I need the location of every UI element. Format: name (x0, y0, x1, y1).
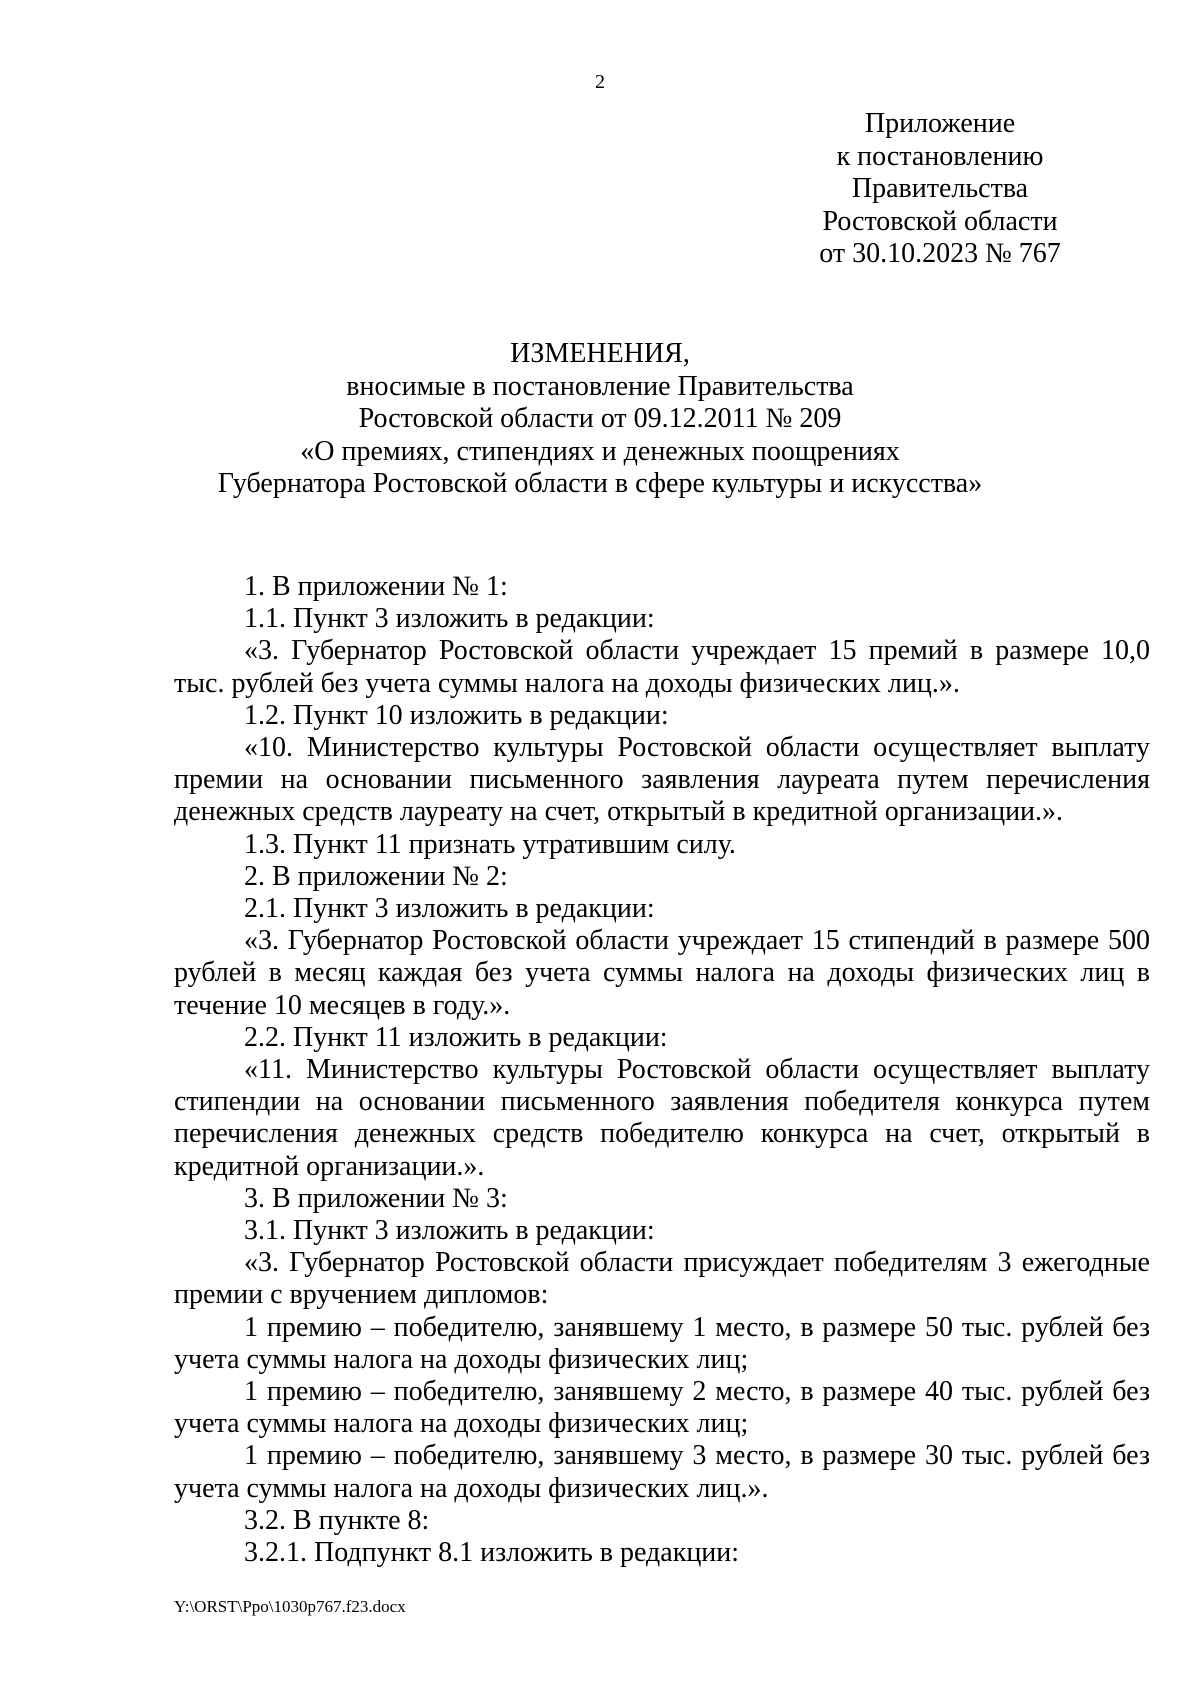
paragraph: 2.2. Пункт 11 изложить в редакции: (244, 1021, 668, 1053)
paragraph: 1 премию – победителю, занявшему 3 место, в размере 30 тыс. рублей без учета суммы налога на доходы физических лиц.». (174, 1440, 1150, 1504)
paragraph: «11. Министерство культуры Ростовской области осуществляет выплату стипендии на основании письменного заявления победителя конкурса путем перечисления денежных средств победителю конкурса на счет, открытый в кредитной организации.». (174, 1054, 1150, 1182)
appendix-line: от 30.10.2023 № 767 (819, 238, 1061, 269)
paragraph: «10. Министерство культуры Ростовской области осуществляет выплату премии на основании письменного заявления лауреата путем перечисления денежных средств лауреату на счет, открытый в кредитной организации.». (174, 732, 1150, 828)
document-body (174, 571, 1150, 1569)
paragraph: 1 премию – победителю, занявшему 2 место, в размере 40 тыс. рублей без учета суммы налога на доходы физических лиц; (174, 1376, 1150, 1440)
paragraph: 1. В приложении № 1: (244, 571, 508, 602)
paragraph: 3.2.1. Подпункт 8.1 изложить в редакции: (244, 1537, 740, 1569)
paragraph: 1.1. Пункт 3 изложить в редакции: (244, 603, 655, 635)
paragraph: 1 премию – победителю, занявшему 1 место, в размере 50 тыс. рублей без учета суммы налога на доходы физических лиц; (174, 1311, 1150, 1375)
paragraph: 3.2. В пункте 8: (244, 1504, 430, 1536)
paragraph: 2. В приложении № 2: (244, 860, 508, 892)
paragraph: «3. Губернатор Ростовской области учреждает 15 стипендий в размере 500 рублей в месяц каждая без учета суммы налога на доходы физических лиц в течение 10 месяцев в году.». (174, 925, 1150, 1021)
title-line: Губернатора Ростовской области в сфере культуры и искусства» (217, 468, 983, 499)
title-line: «О премиях, стипендиях и денежных поощрениях (300, 435, 900, 467)
appendix-line: к постановлению (836, 140, 1044, 172)
paragraph: «3. Губернатор Ростовской области учреждает 15 премий в размере 10,0 тыс. рублей без учета суммы налога на доходы физических лиц.». (174, 635, 1150, 699)
title-line: вносимые в постановление Правительства (346, 370, 854, 402)
paragraph: 3. В приложении № 3: (244, 1182, 508, 1214)
document-title (0, 338, 1200, 501)
appendix-line: Ростовской области (822, 205, 1058, 237)
appendix-line: Приложение (864, 108, 1016, 139)
paragraph: 1.3. Пункт 11 признать утратившим силу. (244, 828, 736, 860)
paragraph: «3. Губернатор Ростовской области присуждает победителям 3 ежегодные премии с вручением дипломов: (174, 1247, 1150, 1311)
appendix-line: Правительства (851, 173, 1029, 204)
title-heading: ИЗМЕНЕНИЯ, (510, 338, 690, 369)
paragraph: 1.2. Пункт 10 изложить в редакции: (244, 699, 669, 731)
paragraph: 2.1. Пункт 3 изложить в редакции: (244, 893, 655, 925)
appendix-header (790, 108, 1090, 271)
page-number: 2 (595, 71, 605, 93)
file-path-footer: Y:\ORST\Ppo\1030p767.f23.docx (174, 1597, 406, 1616)
paragraph: 3.1. Пункт 3 изложить в редакции: (244, 1215, 655, 1247)
title-line: Ростовской области от 09.12.2011 № 209 (358, 403, 842, 434)
